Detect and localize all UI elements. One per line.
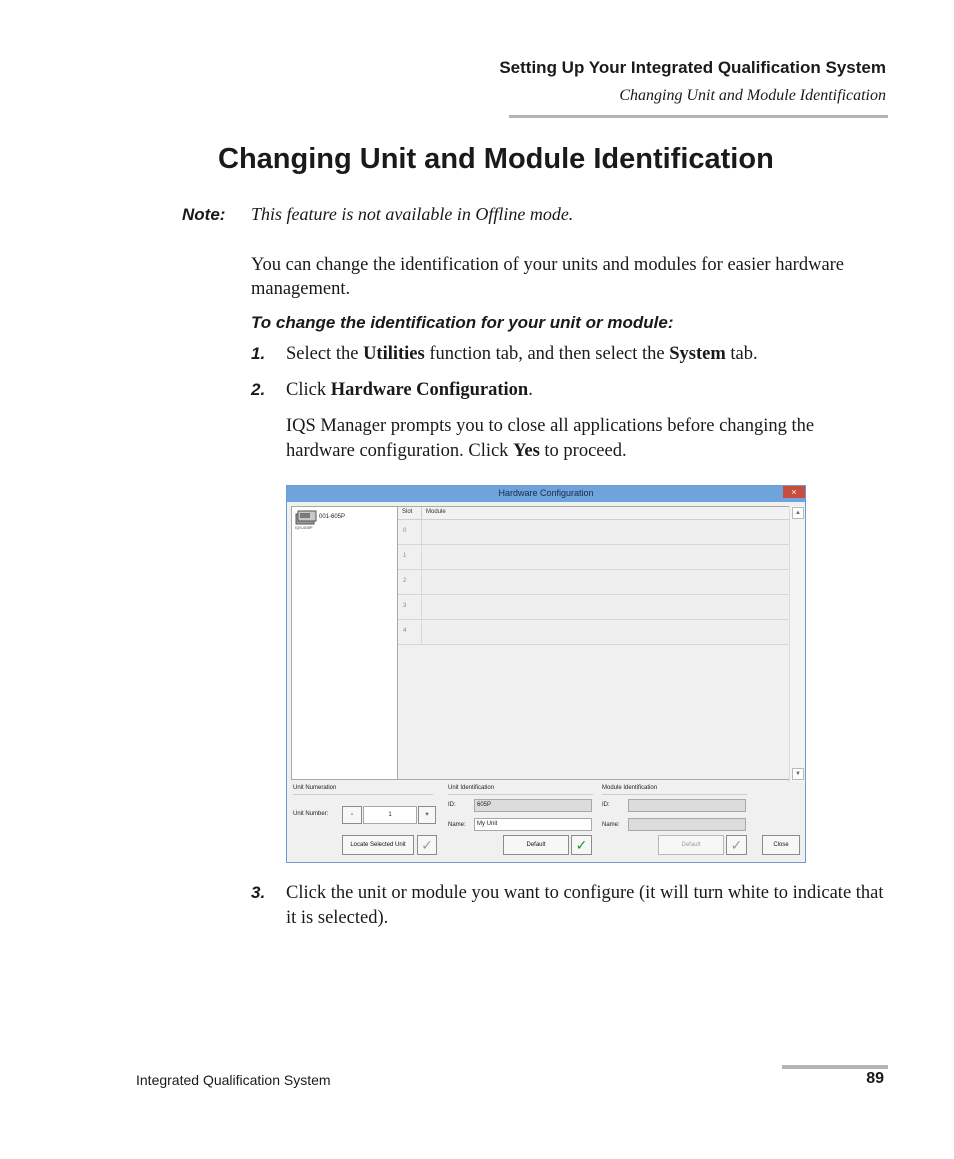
note-label: Note:: [182, 205, 226, 224]
module-id-field: [628, 799, 746, 812]
step-2-pre: Click: [286, 380, 331, 400]
grid-empty-area: [398, 645, 790, 779]
locate-check-icon[interactable]: ✓: [417, 835, 437, 855]
unit-number-label: Unit Number:: [293, 811, 329, 817]
scroll-down-icon[interactable]: ▼: [792, 768, 804, 780]
header-rule: [509, 115, 888, 118]
tree-unit-sublabel: IQS-605P: [295, 525, 313, 530]
unit-tree[interactable]: [291, 506, 399, 780]
column-header-module: Module: [426, 509, 446, 515]
step-3-text: Click the unit or module you want to configure (it will turn white to indicate that it is selected).: [286, 883, 884, 928]
step-2-continuation: [286, 414, 886, 464]
tree-unit-label[interactable]: 001-605P: [319, 514, 346, 520]
module-name-label: Name:: [602, 822, 620, 828]
decrement-button[interactable]: -: [342, 806, 362, 824]
slot-number: 3: [403, 603, 407, 609]
slot-cell: [398, 595, 422, 619]
module-cell: [422, 595, 790, 619]
scroll-up-icon[interactable]: ▲: [792, 507, 804, 519]
unit-default-button[interactable]: Default: [503, 835, 569, 855]
footer-rule: [782, 1065, 888, 1069]
unit-identification-label: Unit Identification: [448, 785, 495, 791]
step-2c-post: to proceed.: [539, 441, 627, 461]
unit-id-label: ID:: [448, 802, 456, 808]
dialog-close-icon[interactable]: ×: [783, 486, 805, 498]
module-default-button[interactable]: Default: [658, 835, 724, 855]
step-1-text: [286, 342, 758, 367]
slot-number: 0: [403, 528, 407, 534]
intro-paragraph: You can change the identification of your units and modules for easier hardware management.: [251, 255, 845, 299]
slot-row[interactable]: [398, 545, 790, 570]
unit-name-input[interactable]: My Unit: [474, 818, 592, 831]
step-2-post: .: [528, 380, 533, 400]
slot-number: 2: [403, 578, 407, 584]
slot-number: 1: [403, 553, 407, 559]
group-divider: [293, 794, 433, 795]
running-header-section: Changing Unit and Module Identification: [619, 87, 886, 104]
slot-cell: [398, 620, 422, 644]
column-header-slot: Slot: [402, 509, 413, 515]
close-button[interactable]: Close: [762, 835, 800, 855]
increment-button[interactable]: +: [418, 806, 436, 824]
module-apply-check-icon[interactable]: ✓: [726, 835, 747, 855]
procedure-title: To change the identification for your unit or module:: [251, 313, 674, 332]
locate-selected-unit-button[interactable]: Locate Selected Unit: [342, 835, 414, 855]
group-divider: [602, 794, 747, 795]
unit-device-icon: [295, 510, 317, 526]
module-cell: [422, 545, 790, 569]
dialog-title: Hardware Configuration: [498, 488, 594, 498]
page-title: Changing Unit and Module Identification: [218, 143, 774, 175]
step-2-hardware-configuration: Hardware Configuration: [330, 380, 529, 400]
step-1-post: tab.: [725, 344, 758, 364]
step-1-mid: function tab, and then select the: [424, 344, 670, 364]
running-header-chapter: Setting Up Your Integrated Qualification System: [499, 58, 886, 77]
slot-number: 4: [403, 628, 407, 634]
step-1-pre: Select the: [286, 344, 364, 364]
step-1-system: System: [669, 344, 726, 364]
module-identification-label: Module Identification: [602, 785, 658, 791]
unit-numeration-label: Unit Numeration: [293, 785, 337, 791]
unit-number-input[interactable]: 1: [363, 806, 417, 824]
group-divider: [448, 794, 593, 795]
step-2c-pre: IQS Manager prompts you to close all applications before changing the hardware configuration. Click: [286, 416, 815, 461]
slot-cell: [398, 545, 422, 569]
module-cell: [422, 520, 790, 544]
step-2-text: [286, 378, 533, 403]
slot-cell: [398, 570, 422, 594]
slot-cell: [398, 520, 422, 544]
note-text: This feature is not available in Offline mode.: [251, 204, 574, 224]
slot-row[interactable]: [398, 570, 790, 595]
page-number: 89: [866, 1070, 884, 1087]
unit-name-label: Name:: [448, 822, 466, 828]
module-id-label: ID:: [602, 802, 610, 808]
column-divider: [421, 507, 422, 519]
step-1-number: 1.: [251, 344, 266, 363]
grid-header: [398, 507, 790, 520]
hardware-configuration-dialog: [286, 485, 806, 863]
slot-row[interactable]: [398, 620, 790, 645]
footer-title: Integrated Qualification System: [136, 1072, 331, 1088]
step-3-number: 3.: [251, 883, 266, 902]
module-name-field: [628, 818, 746, 831]
step-2c-yes: Yes: [513, 441, 540, 461]
vertical-scrollbar[interactable]: [789, 506, 804, 782]
step-2-number: 2.: [251, 380, 266, 399]
slot-row[interactable]: [398, 595, 790, 620]
module-cell: [422, 570, 790, 594]
unit-id-field: 605P: [474, 799, 592, 812]
slot-module-grid: [397, 506, 791, 780]
unit-apply-check-icon[interactable]: ✓: [571, 835, 592, 855]
slot-row[interactable]: [398, 520, 790, 545]
module-cell: [422, 620, 790, 644]
step-1-utilities: Utilities: [363, 344, 425, 364]
